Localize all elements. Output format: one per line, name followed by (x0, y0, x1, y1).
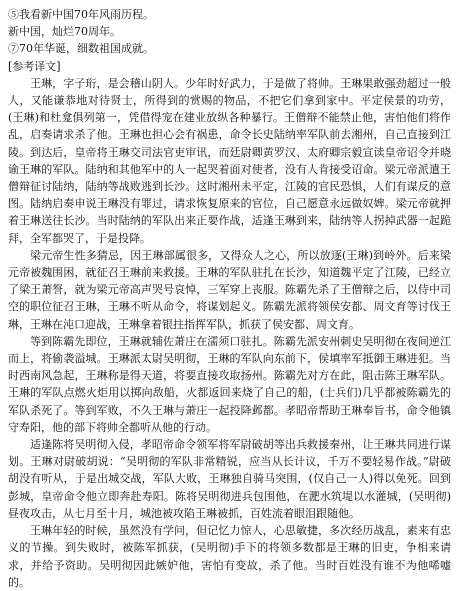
list-item: ⑤我看新中国70年风雨历程。 (8, 8, 154, 21)
paragraph: 适逢陈将吴明彻入侵，孝昭帝命令领军将军尉破胡等出兵救援秦州，让王琳共同进行谋划。王琳对尉破胡说：“吴明彻的军队非常精锐，应当从长计议，千万不要轻易作战。”尉破胡没有听从，于是出城交战，军队大败，王琳独自骑马突围，(仅自己一人)得以免死。回到彭城，皇帝命令他立即奔赴寿阳。陈将吴明彻进兵包围他，在淝水筑堤以水灌城，(吴明彻)昼夜攻击，从七月至十月，城池被攻陷王琳被抓，百姓流着眼泪跟随他。 (8, 438, 451, 520)
paragraph: 王琳，字子珩，是会稽山阴人。少年时好武力，于是做了将帅。王琳果敢强劲超过一般人，又能谦恭地对待贤士，所得到的赏赐的物品，不把它们拿到家中。平定侯景的功劳，(王琳)和杜龛俱列第一，凭借得宠在建业放纵各种暴行。王僧辩不能禁止他，害怕他们将作乱，启奏请求杀了他。王琳也担心会有祸患，命令长史陆纳率军队前去湘州，自己直接到江陵。到达后，皇帝将王琳交司法官吏审讯，而廷尉卿黄罗汉、太府卿宗毅宣读皇帝诏令并晓谕王琳的军队。陆纳和其他军中的人一起哭着面对使者，没有人肯接受诏命。梁元帝派遣王僧辩征讨陆纳，陆纳等战败逃到长沙。这时湘州未平定，江陵的官民恐惧，人们有谋反的意图。陆纳启奏申说王琳没有罪过，请求恢复原来的官位，自己愿意永远做奴婢。梁元帝就押着王琳送往长沙。当时陆纳的军队出来正要作战，适逢王琳到来，陆纳等人拐掉武器一起跪拜，全军都哭了，于是投降。 (8, 76, 451, 245)
paragraph: 王琳年轻的时候，虽然没有学问，但记忆力惊人，心思敏捷，多次经历战乱，素来有忠义的节操。到失败时，被陈军抓获，(吴明彻)手下的将领多数都是王琳的旧吏，争相来请求，并给予资助。吴明彻因此嫉妒他，害怕有变故，杀了他。当时百姓没有谁不为他唏嘘的。 (8, 524, 451, 589)
paragraph: 等到陈霸先即位，王琳就辅佐萧庄在濡须口驻扎。陈霸先派安州刺史吴明彻在夜间逆江而上，将偷袭溢城。王琳派太尉吴明彻，王琳的军队向东前下，侯填率军抵御王琳进犯。当时西南风急起，王琳称是得天道，将要直接攻取扬州。陈霸先对方在此，阻击陈王琳军队。王琳的军队点燃火炬用以掷向敌船，火都返回来烧了自己的船，(士兵们)几乎都被陈霸先的军队杀死了。等到军败，不久王琳与萧庄一起投降邺都。孝昭帝帮助王琳奉旨书，命令他镇守寿阳，他的部下将帅全都听从他的行动。 (8, 334, 451, 434)
list-item: 新中国，灿烂70周年。 (8, 25, 121, 39)
translation-heading: [参考译文] (8, 59, 61, 73)
paragraph: 梁元帝生性多猜忌，因王琳部属很多，又得众人之心，所以放逐(王琳)到岭外。后来梁元帝被魏围困，就征召王琳前来救援。王琳的军队驻扎在长沙，知道魏平定了江陵，已经立了梁王萧詧，就为梁元帝高声哭号哀悼，三军穿上丧服。陈霸先杀了王僧辩之后，以侍中司空的职位征召王琳，王琳不听从命令，将谋划起义。陈霸先派将领侯安都、周文育等讨伐王琳，王琳在沌口迎战，王琳拿着银拄指挥军队，抓获了侯安都、周文育。 (8, 248, 451, 331)
list-item: ⑦70年华诞，细数祖国成就。 (8, 42, 154, 56)
